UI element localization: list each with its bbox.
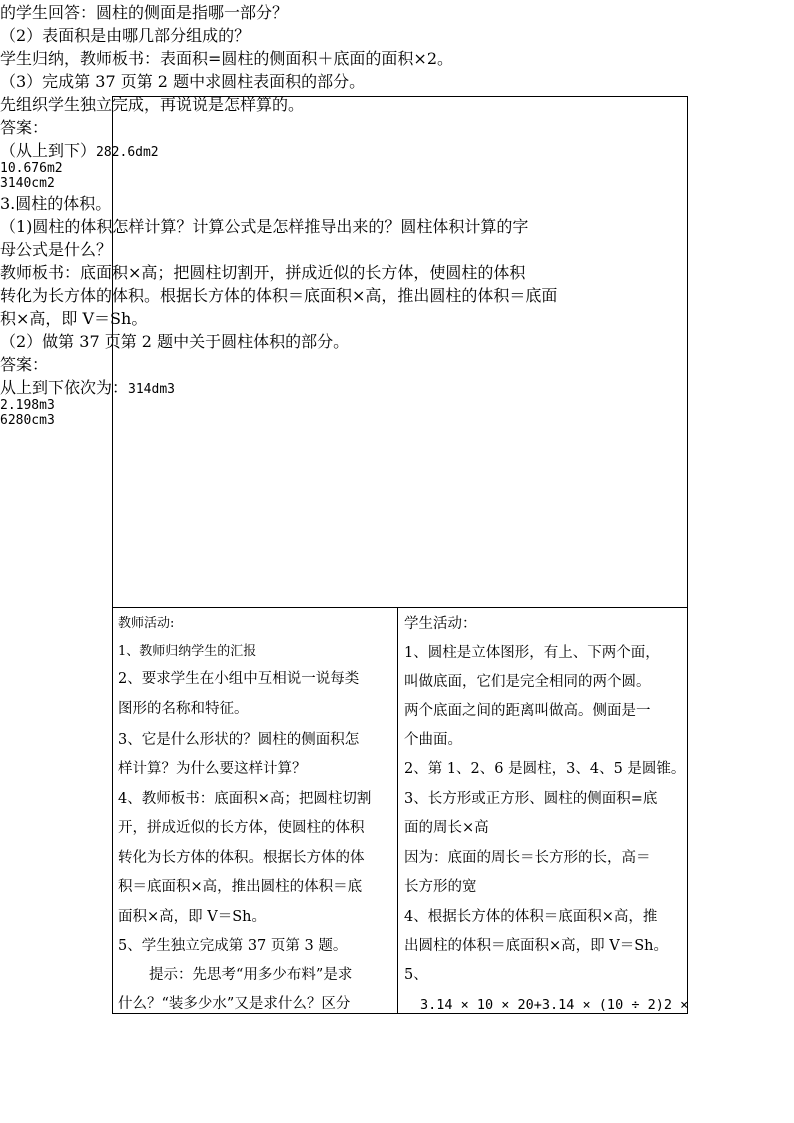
student-activity-line: 长方形的宽 xyxy=(404,879,477,895)
student-activity-line: 2、第 1、2、6 是圆柱，3、4、5 是圆锥。 xyxy=(404,761,686,777)
text-line: 答案： xyxy=(0,355,49,374)
column-divider xyxy=(397,607,398,1014)
student-activity-line: 因为：底面的周长＝长方形的长，高＝ xyxy=(404,850,651,866)
teacher-activity-line: 4、教师板书：底面积×高；把圆柱切割 xyxy=(118,791,372,807)
student-activity-line: 1、圆柱是立体图形，有上、下两个面， xyxy=(404,645,660,661)
answer-value: 282.6dm2 xyxy=(96,145,159,160)
student-activity-line: 两个底面之间的距离叫做高。侧面是一 xyxy=(404,703,651,719)
text-line: （2）表面积是由哪几部分组成的？ xyxy=(0,26,251,45)
answer-prefix: 从上到下依次为： xyxy=(0,378,129,397)
lesson-content-box xyxy=(112,96,688,608)
text-line: 教师板书：底面积×高；把圆柱切割开，拼成近似的长方体，使圆柱的体积 xyxy=(0,263,526,282)
student-activity-line: 叫做底面，它们是完全相同的两个圆。 xyxy=(404,674,651,690)
answer-value: 314dm3 xyxy=(128,382,175,397)
teacher-activity-line: 3、它是什么形状的？圆柱的侧面积怎 xyxy=(118,732,360,748)
student-activity-formula: 3.14 × 10 × 20+3.14 × (10 ÷ 2)2 × xyxy=(420,997,689,1013)
teacher-activity-line: 积＝底面积×高，推出圆柱的体积＝底 xyxy=(118,879,363,895)
text-line: （2）做第 37 页第 2 题中关于圆柱体积的部分。 xyxy=(0,332,350,351)
teacher-activity-header: 教师活动: xyxy=(118,616,175,631)
teacher-activity-line: 样计算？为什么要这样计算？ xyxy=(118,761,307,777)
student-activity-line: 出圆柱的体积＝底面积×高，即 V＝Sh。 xyxy=(404,938,669,954)
student-activity-line: 5、 xyxy=(404,967,428,983)
student-activity-line: 4、根据长方体的体积＝底面积×高，推 xyxy=(404,909,658,925)
text-line: 母公式是什么？ xyxy=(0,240,113,259)
teacher-activity-line: 转化为长方体的体积。根据长方体的体 xyxy=(118,850,365,866)
student-activity-line: 3、长方形或正方形、圆柱的侧面积=底 xyxy=(404,791,658,807)
answer-prefix: （从上到下） xyxy=(0,141,97,160)
student-activity-line: 个曲面。 xyxy=(404,732,462,748)
section-heading: 3.圆柱的体积。 xyxy=(0,194,112,213)
text-line: （3）完成第 37 页第 2 题中求圆柱表面积的部分。 xyxy=(0,72,366,91)
student-activity-line: 面的周长×高 xyxy=(404,820,489,836)
text-line: 积×高，即 V＝Sh。 xyxy=(0,309,148,328)
teacher-activity-line: 提示：先思考“用多少布料”是求 xyxy=(149,967,353,983)
text-line: （1)圆柱的体积怎样计算？计算公式是怎样推导出来的？圆柱体积计算的字 xyxy=(0,217,529,236)
answer-value: 3140cm2 xyxy=(0,176,55,191)
text-line: 学生归纳，教师板书：表面积=圆柱的侧面积＋底面的面积×2。 xyxy=(0,49,453,68)
teacher-activity-line: 图形的名称和特征。 xyxy=(118,701,249,717)
answer-value: 10.676m2 xyxy=(0,161,63,176)
text-line: 答案： xyxy=(0,118,49,137)
student-activity-header: 学生活动： xyxy=(404,616,477,632)
teacher-activity-line: 5、学生独立完成第 37 页第 3 题。 xyxy=(118,938,348,954)
answer-value: 6280cm3 xyxy=(0,413,55,428)
teacher-activity-line: 面积×高，即 V＝Sh。 xyxy=(118,909,267,925)
text-line: 先组织学生独立完成，再说说是怎样算的。 xyxy=(0,95,305,114)
teacher-activity-line: 开，拼成近似的长方体，使圆柱的体积 xyxy=(118,820,365,836)
text-line: 转化为长方体的体积。根据长方体的体积＝底面积×高，推出圆柱的体积＝底面 xyxy=(0,286,558,305)
teacher-activity-line: 2、要求学生在小组中互相说一说每类 xyxy=(118,671,360,687)
teacher-activity-line: 1、教师归纳学生的汇报 xyxy=(118,644,257,659)
teacher-activity-line: 什么？“装多少水”又是求什么？区分 xyxy=(118,996,351,1012)
answer-value: 2.198m3 xyxy=(0,398,55,413)
text-line: 的学生回答：圆柱的侧面是指哪一部分？ xyxy=(0,3,289,22)
